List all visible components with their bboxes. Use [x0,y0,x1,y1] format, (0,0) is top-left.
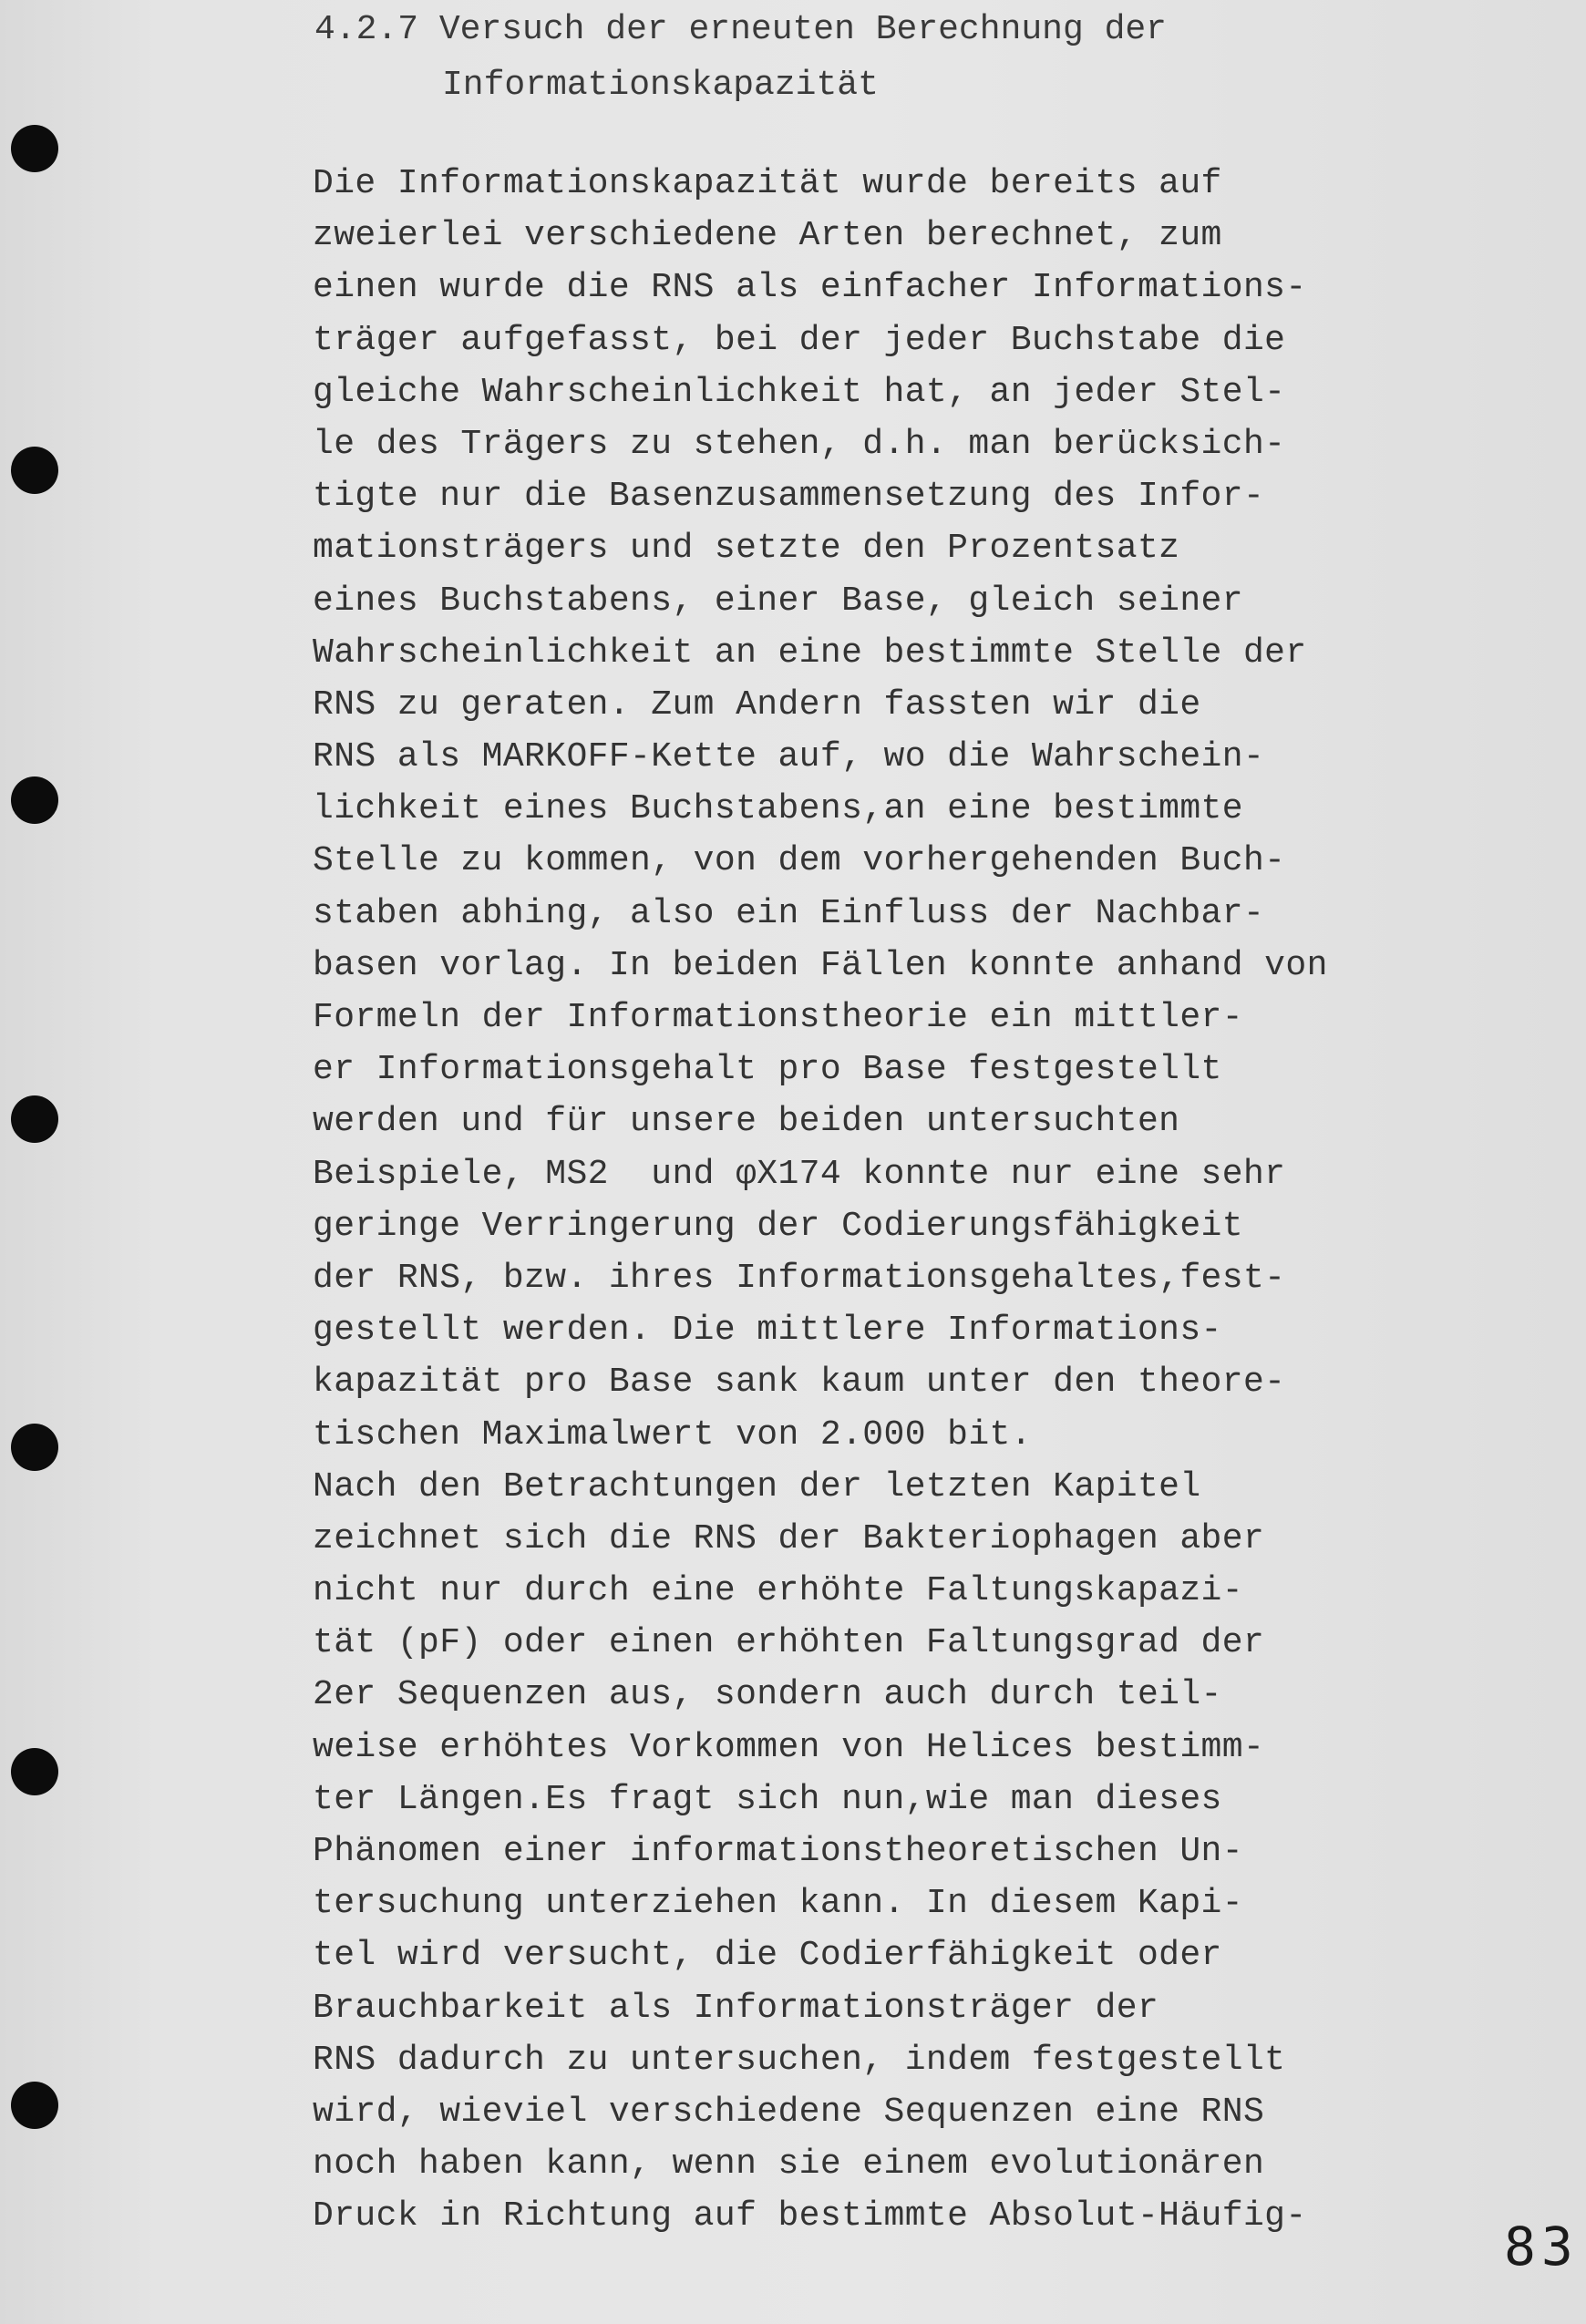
body-line: tersuchung unterziehen kann. In diesem Kapi- [313,1884,1243,1924]
body-line: träger aufgefasst, bei der jeder Buchstabe die [313,320,1286,360]
body-line: gleiche Wahrscheinlichkeit hat, an jeder Stel- [313,372,1286,412]
body-line: Wahrscheinlichkeit an eine bestimmte Stelle der [313,632,1307,673]
body-line: tigte nur die Basenzusammensetzung des Infor- [313,477,1265,517]
body-line: der RNS, bzw. ihres Informationsgehaltes,fest- [313,1258,1286,1298]
body-line: kapazität pro Base sank kaum unter den theore- [313,1363,1286,1403]
punch-hole [11,776,58,824]
body-line: Die Informationskapazität wurde bereits auf [313,164,1222,203]
body-line: einen wurde die RNS als einfacher Informations- [313,268,1307,308]
body-line: RNS als MARKOFF-Kette auf, wo die Wahrschein- [313,737,1265,777]
body-line: Beispiele, MS2 und φX174 konnte nur eine sehr [313,1154,1286,1194]
body-line: noch haben kann, wenn sie einem evolutionären [313,2144,1265,2185]
punch-hole [11,125,58,172]
body-line: mationsträgers und setzte den Prozentsatz [313,529,1180,569]
body-line: Brauchbarkeit als Informationsträger der [313,1988,1159,2028]
body-line: er Informationsgehalt pro Base festgestellt [313,1050,1222,1090]
body-line: geringe Verringerung der Codierungsfähigkeit [313,1206,1243,1246]
body-line: RNS zu geraten. Zum Andern fassten wir die [313,684,1201,725]
punch-hole [11,2082,58,2129]
body-line: nicht nur durch eine erhöhte Faltungskapazi- [313,1571,1243,1611]
body-line: eines Buchstabens, einer Base, gleich seiner [313,581,1243,621]
body-line: Formeln der Informationstheorie ein mittler- [313,998,1243,1037]
body-line: Nach den Betrachtungen der letzten Kapitel [313,1466,1201,1506]
punch-hole [11,1748,58,1795]
body-line: le des Trägers zu stehen, d.h. man berücksich- [313,424,1286,464]
body-line: Druck in Richtung auf bestimmte Absolut-Häufig- [313,2196,1307,2237]
section-heading [314,2,1167,113]
body-line: RNS dadurch zu untersuchen, indem festgestellt [313,2040,1286,2080]
body-line: staben abhing, also ein Einfluss der Nachbar- [313,893,1265,933]
body-line: gestellt werden. Die mittlere Informations- [313,1311,1222,1351]
body-text [313,158,1406,2243]
body-line: 2er Sequenzen aus, sondern auch durch teil- [313,1675,1222,1715]
body-line: zeichnet sich die RNS der Bakteriophagen aber [313,1518,1265,1558]
body-line: ter Längen.Es fragt sich nun,wie man dieses [313,1779,1222,1819]
punch-hole [11,1095,58,1143]
section-title-line-2: Informationskapazität [442,66,879,105]
body-line: zweierlei verschiedene Arten berechnet, zum [313,216,1222,256]
page-number: 83 [1504,2216,1579,2278]
body-line: lichkeit eines Buchstabens,an eine bestimmte [313,789,1243,829]
body-line: basen vorlag. In beiden Fällen konnte anhand von [313,945,1328,985]
punch-hole [11,447,58,494]
body-line: tät (pF) oder einen erhöhten Faltungsgrad der [313,1623,1265,1663]
body-line: weise erhöhtes Vorkommen von Helices bestimm- [313,1727,1265,1767]
punch-hole [11,1424,58,1471]
body-line: werden und für unsere beiden untersuchten [313,1102,1180,1142]
body-line: Phänomen einer informationstheoretischen Un- [313,1832,1243,1871]
body-line: Stelle zu kommen, von dem vorhergehenden Buch- [313,841,1286,881]
body-line: wird, wieviel verschiedene Sequenzen eine RNS [313,2092,1265,2132]
section-title-line-1: Versuch der erneuten Berechnung der [438,10,1167,49]
body-line: tischen Maximalwert von 2.000 bit. [313,1414,1032,1455]
body-line: tel wird versucht, die Codierfähigkeit oder [313,1936,1222,1976]
section-number: 4.2.7 [314,10,419,49]
